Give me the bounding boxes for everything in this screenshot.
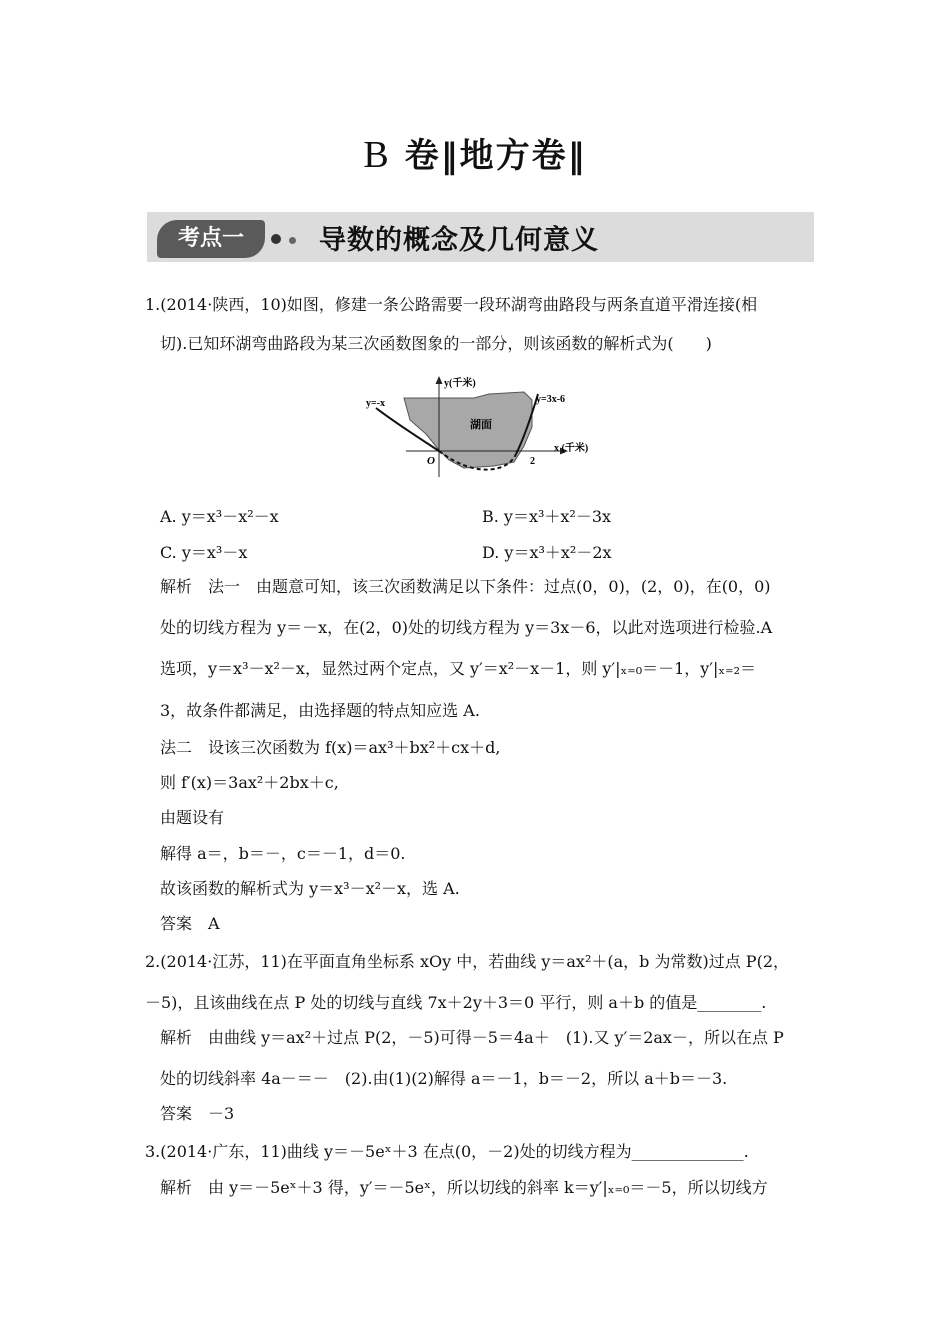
option-d: D. y＝x³＋x²－2x — [482, 543, 612, 562]
question-2-line-2: －5)，且该曲线在点 P 处的切线与直线 7x＋2y＋3＝0 平行，则 a＋b 的值是________. — [145, 993, 767, 1012]
question-1-line-1: 1.(2014·陕西，10)如图，修建一条公路需要一段环湖弯曲路段与两条直道平滑连接(相 — [145, 295, 758, 314]
y-axis-label: y(千米) — [444, 378, 476, 389]
right-road-label: y=3x-6 — [536, 394, 566, 405]
section-badge: 考点一 — [157, 220, 265, 258]
banner-dots — [271, 229, 304, 248]
solution-line: 解析 法一 由题意可知，该三次函数满足以下条件：过点(0，0)，(2，0)，在(0，0) — [160, 577, 771, 596]
section-title: 导数的概念及几何意义 — [319, 225, 599, 256]
solution-line: 3，故条件都满足，由选择题的特点知应选 A. — [160, 701, 480, 720]
solution-line: 解析 由 y＝－5eˣ＋3 得，y′＝－5eˣ，所以切线的斜率 k＝y′|ₓ₌₀＝－5，所以切线方 — [160, 1178, 768, 1197]
solution-line: 由题设有 — [160, 808, 225, 827]
solution-line: 处的切线斜率 4a－＝－ (2).由(1)(2)解得 a＝－1，b＝－2，所以 a＋b＝－3. — [160, 1069, 728, 1088]
solution-line: 法二 设该三次函数为 f(x)＝ax³＋bx²＋cx＋d, — [160, 738, 501, 757]
page-title-rest: 卷‖地方卷‖ — [404, 136, 587, 176]
solution-line: 故该函数的解析式为 y＝x³－x²－x，选 A. — [160, 879, 460, 898]
lake-area — [404, 392, 532, 468]
solution-line: 解得 a＝，b＝－，c＝－1，d＝0. — [160, 844, 406, 863]
question-3: 3.(2014·广东，11)曲线 y＝－5eˣ＋3 在点(0，－2)处的切线方程为______________. — [145, 1142, 749, 1161]
section-banner — [147, 212, 814, 262]
x-axis-label: x (千米) — [554, 443, 589, 454]
lake-road-figure — [364, 372, 604, 480]
x-tick-label: 2 — [530, 456, 535, 467]
left-road-label: y=-x — [366, 398, 386, 409]
option-a: A. y＝x³－x²－x — [160, 507, 279, 526]
page-title — [0, 128, 950, 177]
question-1-line-2: 切).已知环湖弯曲路段为某三次函数图象的一部分，则该函数的解析式为( ) — [160, 334, 712, 353]
origin-label: O — [427, 455, 435, 467]
solution-line: 处的切线方程为 y＝－x，在(2，0)处的切线方程为 y＝3x－6，以此对选项进行检验.A — [160, 618, 773, 637]
answer-2: 答案 －3 — [160, 1104, 235, 1123]
y-axis-arrow — [436, 376, 443, 384]
solution-line: 则 f′(x)＝3ax²＋2bx＋c, — [160, 773, 339, 792]
lake-label: 湖面 — [470, 418, 492, 431]
answer-1: 答案 A — [160, 914, 220, 933]
option-c: C. y＝x³－x — [160, 543, 248, 562]
solution-line: 选项，y＝x³－x²－x，显然过两个定点，又 y′＝x²－x－1，则 y′|ₓ₌₀＝－1，y′|ₓ₌₂＝ — [160, 659, 757, 678]
solution-line: 解析 由曲线 y＝ax²＋过点 P(2，－5)可得－5＝4a＋ (1).又 y′＝2ax－，所以在点 P — [160, 1028, 784, 1047]
banner-dot — [271, 234, 281, 244]
banner-dot — [289, 237, 296, 244]
option-b: B. y＝x³＋x²－3x — [482, 507, 612, 526]
question-2-line-1: 2.(2014·江苏，11)在平面直角坐标系 xOy 中，若曲线 y＝ax²＋(a，b 为常数)过点 P(2， — [145, 952, 789, 971]
page-title-prefix: B — [363, 134, 391, 176]
